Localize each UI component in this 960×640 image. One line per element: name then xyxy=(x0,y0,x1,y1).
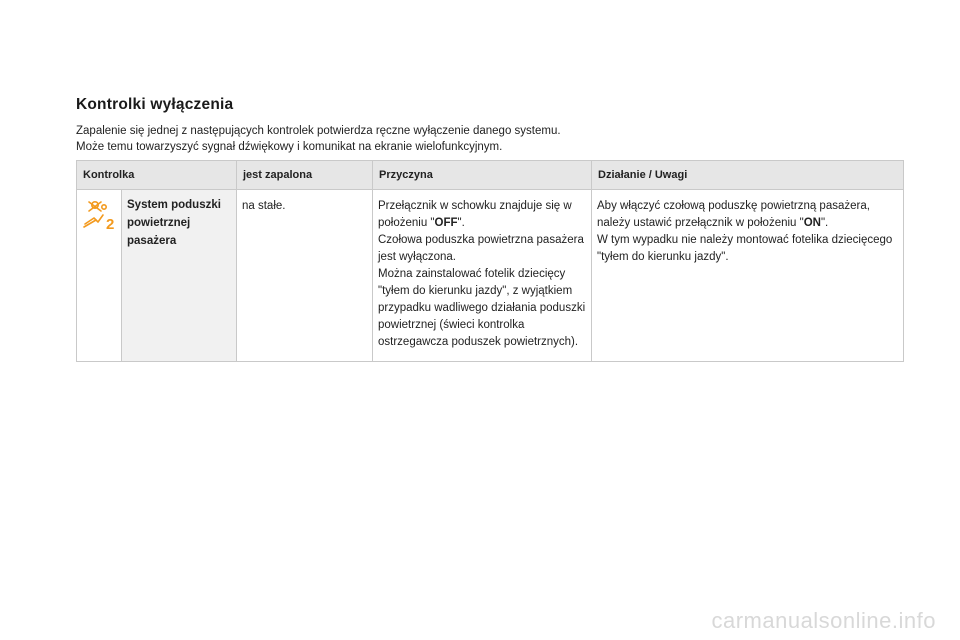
cause-line-2: Czołowa poduszka powietrzna pasażera jest wyłączona. xyxy=(378,234,584,263)
cause-line-1 xyxy=(378,198,586,232)
icon-cell xyxy=(77,190,122,362)
table-header-row xyxy=(77,161,904,190)
header-przyczyna: Przyczyna xyxy=(373,161,592,190)
intro-text xyxy=(76,123,876,155)
header-dzialanie: Działanie / Uwagi xyxy=(592,161,904,190)
cause-line-3: Można zainstalować fotelik dziecięcy "tyłem do kierunku jazdy", z wyjątkiem przypadku wadliwego działania poduszki powietrznej (świeci kontrolka ostrzegawcza poduszek powietrznych). xyxy=(378,268,586,348)
action-line-2: W tym wypadku nie należy montować fotelika dziecięcego "tyłem do kierunku jazdy". xyxy=(597,234,893,263)
header-jest-zapalona: jest zapalona xyxy=(237,161,373,190)
status-cell xyxy=(237,190,373,362)
action-cell xyxy=(592,190,904,362)
system-name: System poduszki powietrznej pasażera xyxy=(127,199,221,247)
system-name-cell xyxy=(122,190,237,362)
status-text: na stałe. xyxy=(242,200,286,212)
action-line-1-post: ". xyxy=(820,217,829,229)
intro-line-2: Może temu towarzyszyć sygnał dźwiękowy i komunikat na ekranie wielofunkcyjnym. xyxy=(76,141,503,153)
cause-line-1-pre: Przełącznik w schowku znajduje się w położeniu " xyxy=(378,200,572,229)
warning-lights-table xyxy=(76,160,904,362)
off-keyword: OFF xyxy=(434,217,458,229)
on-keyword: ON xyxy=(803,217,821,229)
passenger-airbag-off-icon xyxy=(82,200,116,230)
watermark: carmanualsonline.info xyxy=(711,608,936,633)
svg-text:2: 2 xyxy=(106,216,115,230)
cause-line-1-post: ". xyxy=(457,217,465,229)
intro-line-1: Zapalenie się jednej z następujących kontrolek potwierdza ręczne wyłączenie danego systemu. xyxy=(76,125,561,137)
cause-cell xyxy=(373,190,592,362)
header-kontrolka: Kontrolka xyxy=(77,161,237,190)
action-line-1-pre: Aby włączyć czołową poduszkę powietrzną pasażera, należy ustawić przełącznik w położeniu " xyxy=(597,200,870,229)
section-title: Kontrolki wyłączenia xyxy=(76,96,234,113)
action-line-1 xyxy=(597,198,898,232)
table-row xyxy=(77,190,904,362)
